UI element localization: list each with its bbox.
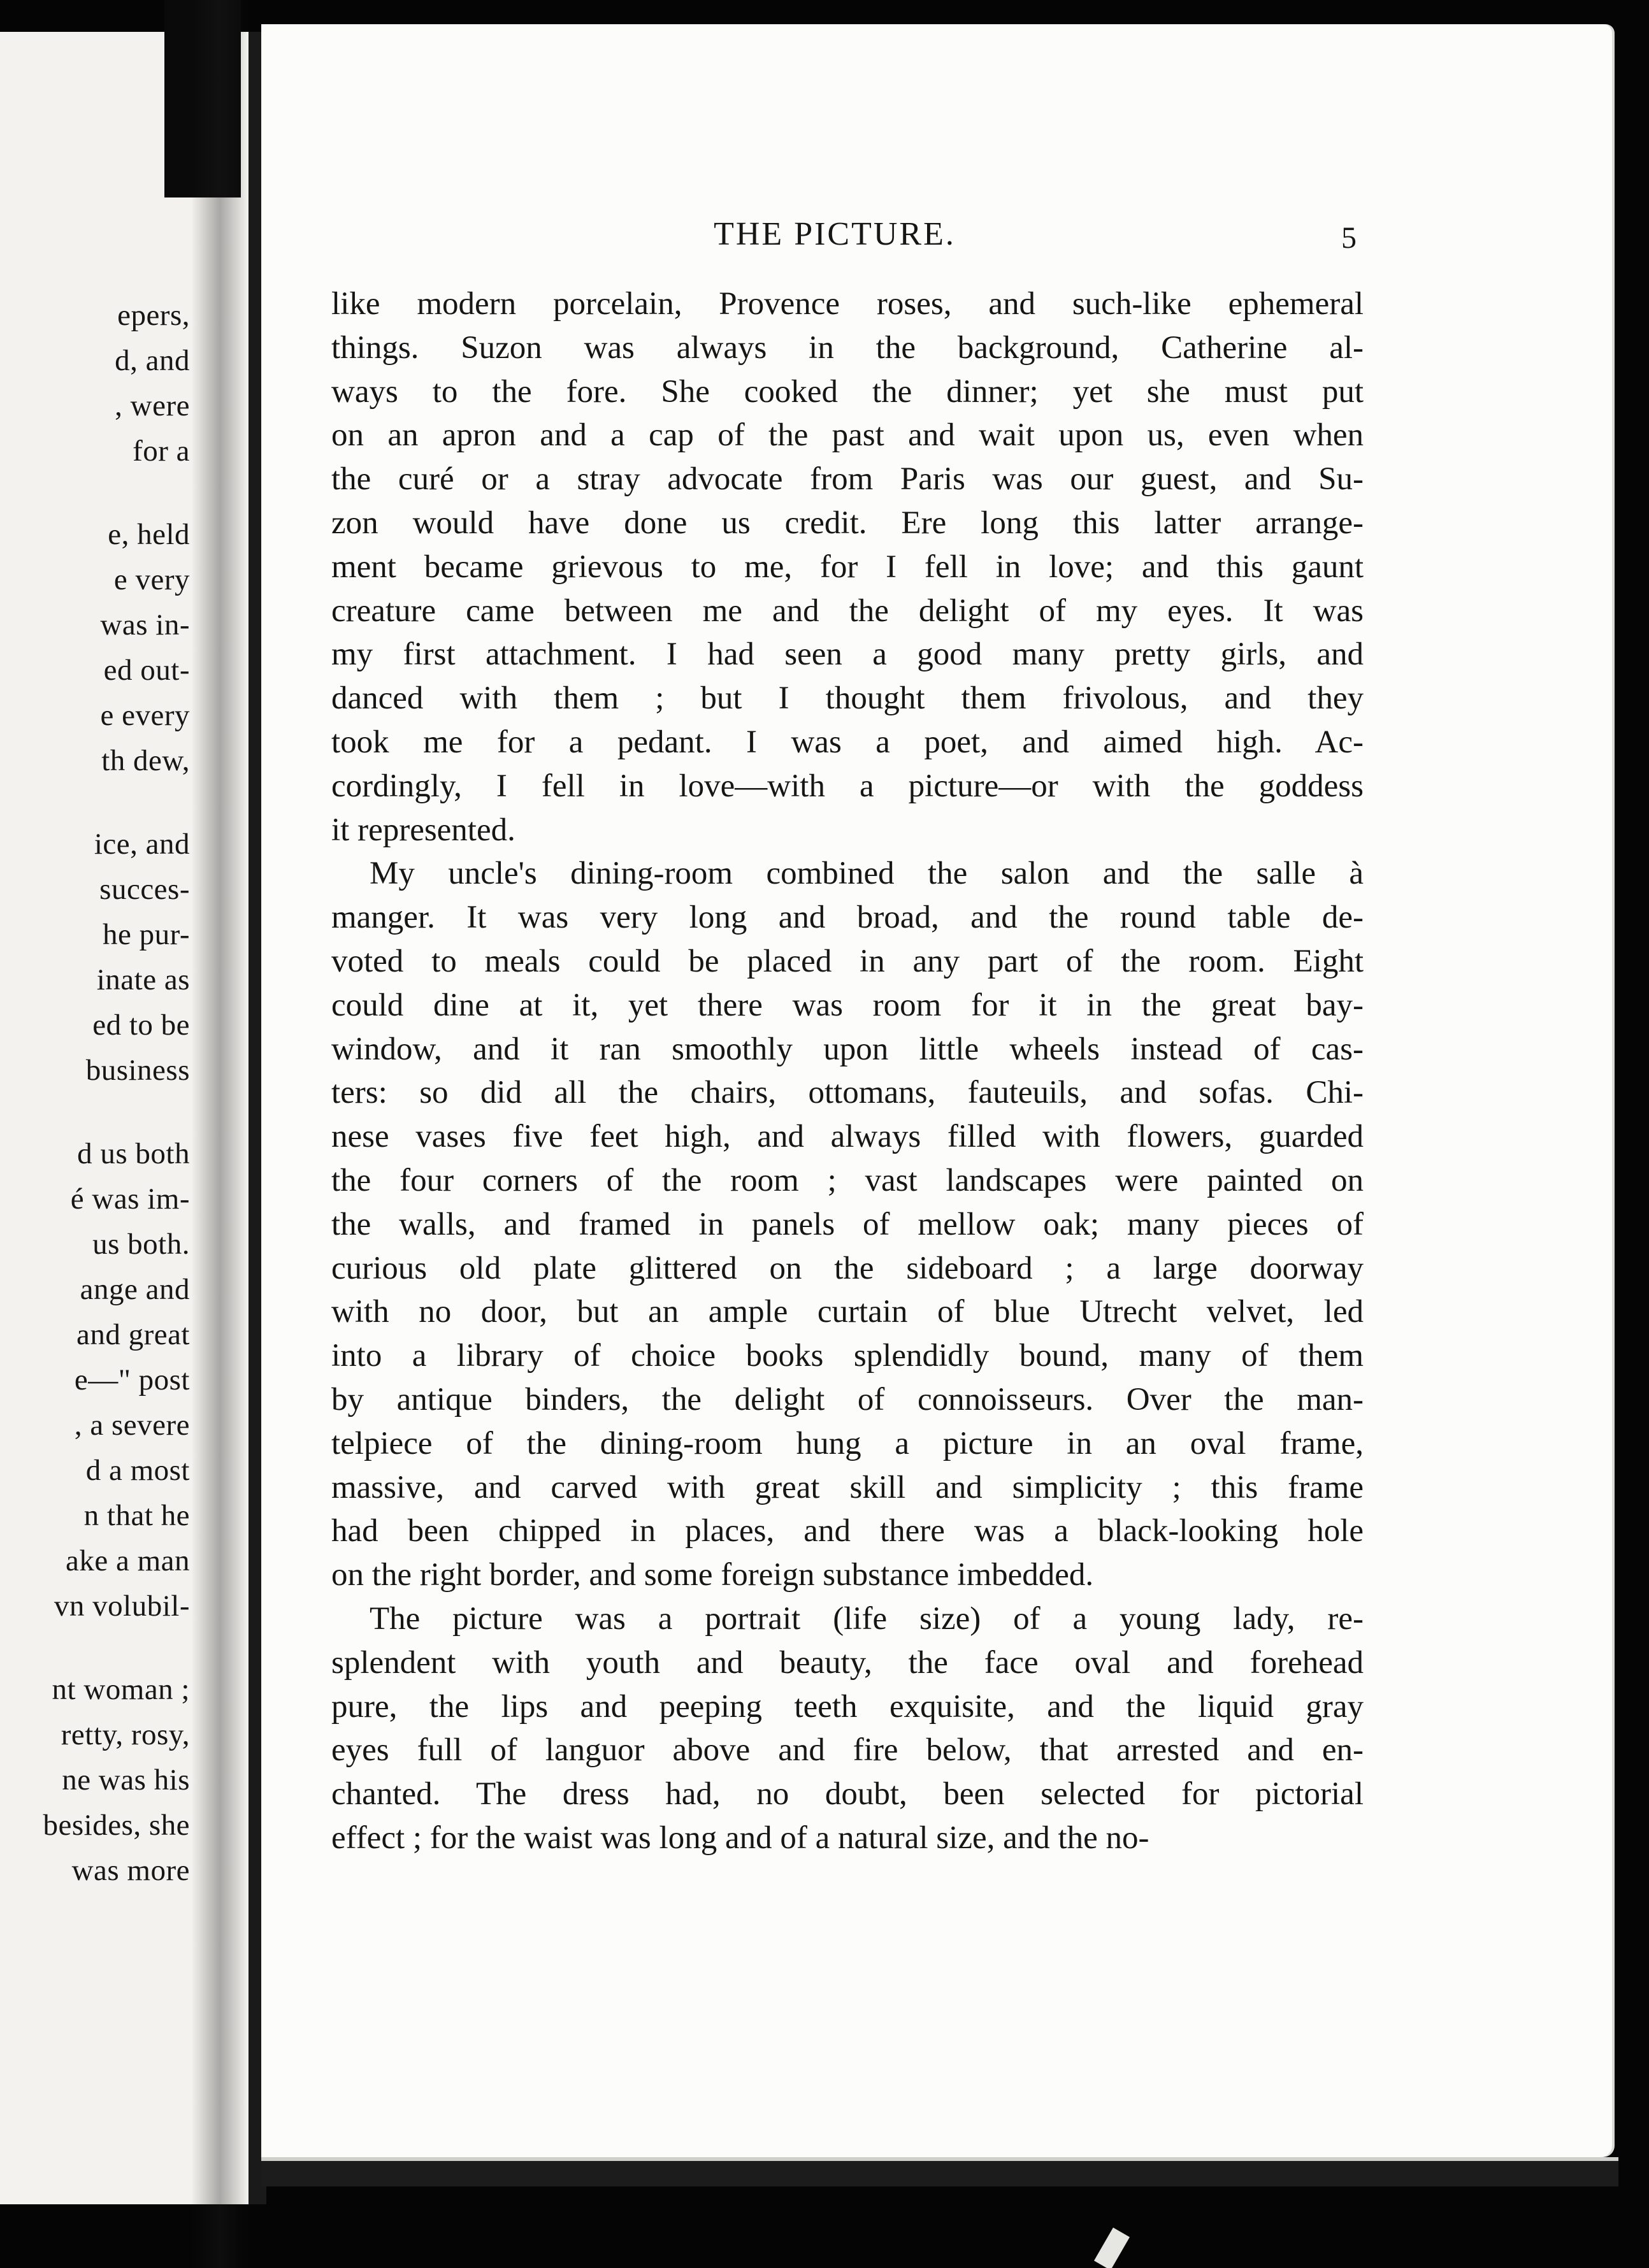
text-line: with no door, but an ample curtain of blue Utrecht velvet, led xyxy=(331,1294,1364,1330)
facing-page-line: e very xyxy=(113,563,190,596)
paragraph-3 xyxy=(331,1597,1364,1860)
body-text xyxy=(331,282,1364,1860)
facing-page-line: nt woman ; xyxy=(52,1673,190,1706)
facing-page-line: for a xyxy=(133,434,190,468)
text-line: curious old plate glittered on the sideboard ; a large doorway xyxy=(331,1250,1364,1286)
text-line: chanted. The dress had, no doubt, been selected for pictorial xyxy=(331,1776,1364,1812)
facing-page-line: ice, and xyxy=(94,828,190,861)
facing-page-line: ed to be xyxy=(92,1008,190,1042)
facing-page-line: ne was his xyxy=(62,1763,190,1797)
text-line: things. Suzon was always in the background, Catherine al- xyxy=(331,329,1364,366)
text-line: cordingly, I fell in love—with a picture—or with the goddess xyxy=(331,768,1364,804)
facing-page-line: ed out- xyxy=(103,654,190,687)
text-line: eyes full of languor above and fire below, that arrested and en- xyxy=(331,1732,1364,1769)
text-line: voted to meals could be placed in any part of the room. Eight xyxy=(331,943,1364,979)
text-line: window, and it ran smoothly upon little wheels instead of cas- xyxy=(331,1031,1364,1067)
text-line: the curé or a stray advocate from Paris was our guest, and Su- xyxy=(331,461,1364,498)
text-line: my first attachment. I had seen a good many pretty girls, and xyxy=(331,636,1364,673)
text-line: into a library of choice books splendidly bound, many of them xyxy=(331,1338,1364,1374)
text-line: nese vases five feet high, and always filled with flowers, guarded xyxy=(331,1119,1364,1155)
stray-mark xyxy=(1094,2228,1130,2268)
text-line: danced with them ; but I thought them frivolous, and they xyxy=(331,680,1364,717)
text-line: My uncle's dining-room combined the salon and the salle à xyxy=(370,856,1364,892)
facing-page-line: é was im- xyxy=(70,1182,190,1216)
facing-page-line: ange and xyxy=(80,1273,190,1306)
text-line: the four corners of the room ; vast landscapes were painted on xyxy=(331,1162,1364,1198)
paragraph-2 xyxy=(331,852,1364,1597)
facing-page-line xyxy=(0,1629,190,1667)
text-line: ment became grievous to me, for I fell in love; and this gaunt xyxy=(331,549,1364,585)
text-line: ters: so did all the chairs, ottomans, fauteuils, and sofas. Chi- xyxy=(331,1075,1364,1111)
page-number: 5 xyxy=(1341,221,1357,255)
text-line: like modern porcelain, Provence roses, and such-like ephemeral xyxy=(331,286,1364,322)
text-line: could dine at it, yet there was room for it in the great bay- xyxy=(331,987,1364,1023)
facing-page-line xyxy=(0,1093,190,1131)
facing-page-line: e every xyxy=(100,699,190,732)
facing-page-line: was in- xyxy=(100,608,190,642)
book-page xyxy=(261,24,1612,2157)
text-line: on an apron and a cap of the past and wait upon us, even when xyxy=(331,417,1364,454)
facing-page-line xyxy=(0,784,190,822)
facing-page-line: business xyxy=(85,1054,190,1087)
text-line: took me for a pedant. I was a poet, and aimed high. Ac- xyxy=(331,724,1364,760)
facing-page-text xyxy=(0,293,190,1893)
page-bottom-edge xyxy=(261,2157,1618,2186)
text-line: creature came between me and the delight of my eyes. It was xyxy=(331,592,1364,629)
facing-page-line: succes- xyxy=(99,873,190,906)
text-line: effect ; for the waist was long and of a natural size, and the no- xyxy=(331,1819,1149,1856)
torn-corner xyxy=(164,0,241,197)
facing-page-line: and great xyxy=(76,1318,190,1351)
facing-page-line: d a most xyxy=(85,1454,190,1487)
facing-page-line: retty, rosy, xyxy=(61,1718,190,1751)
text-line: telpiece of the dining-room hung a picture in an oval frame, xyxy=(331,1425,1364,1461)
facing-page-line: ake a man xyxy=(65,1544,190,1577)
text-line: by antique binders, the delight of connoisseurs. Over the man- xyxy=(331,1381,1364,1418)
text-line: the walls, and framed in panels of mellow oak; many pieces of xyxy=(331,1206,1364,1242)
text-line: on the right border, and some foreign substance imbedded. xyxy=(331,1557,1094,1593)
facing-page-line: vn volubil- xyxy=(54,1590,190,1623)
facing-page-line: he pur- xyxy=(103,918,190,951)
running-head-text: THE PICTURE. xyxy=(714,216,956,252)
facing-page-line: us both. xyxy=(92,1228,190,1261)
paragraph-1 xyxy=(331,282,1364,852)
text-line: ways to the fore. She cooked the dinner; yet she must put xyxy=(331,373,1364,410)
facing-page-line: , a severe xyxy=(74,1409,190,1442)
text-line: had been chipped in places, and there was a black-looking hole xyxy=(331,1513,1364,1549)
facing-page-line: epers, xyxy=(117,299,190,332)
facing-page-line: d, and xyxy=(115,344,190,377)
facing-page-line: th dew, xyxy=(101,744,190,777)
text-line: The picture was a portrait (life size) of a young lady, re- xyxy=(370,1600,1364,1637)
text-line: massive, and carved with great skill and simplicity ; this frame xyxy=(331,1469,1364,1505)
text-line: zon would have done us credit. Ere long this latter arrange- xyxy=(331,505,1364,541)
text-line: it represented. xyxy=(331,812,515,848)
facing-page-line xyxy=(0,474,190,512)
facing-page-line: d us both xyxy=(77,1137,190,1170)
facing-page-line: e—" post xyxy=(74,1363,190,1396)
facing-page-line: was more xyxy=(71,1854,190,1887)
running-head xyxy=(261,215,1612,253)
facing-page-line: e, held xyxy=(108,518,190,551)
text-line: splendent with youth and beauty, the face oval and forehead xyxy=(331,1644,1364,1681)
text-line: manger. It was very long and broad, and the round table de- xyxy=(331,900,1364,936)
facing-page-line: n that he xyxy=(83,1499,190,1532)
facing-page-line: , were xyxy=(115,389,190,422)
facing-page-line: inate as xyxy=(96,963,190,996)
facing-page-line: besides, she xyxy=(43,1809,190,1842)
facing-page-left xyxy=(0,32,266,2204)
text-line: pure, the lips and peeping teeth exquisite, and the liquid gray xyxy=(331,1688,1364,1725)
